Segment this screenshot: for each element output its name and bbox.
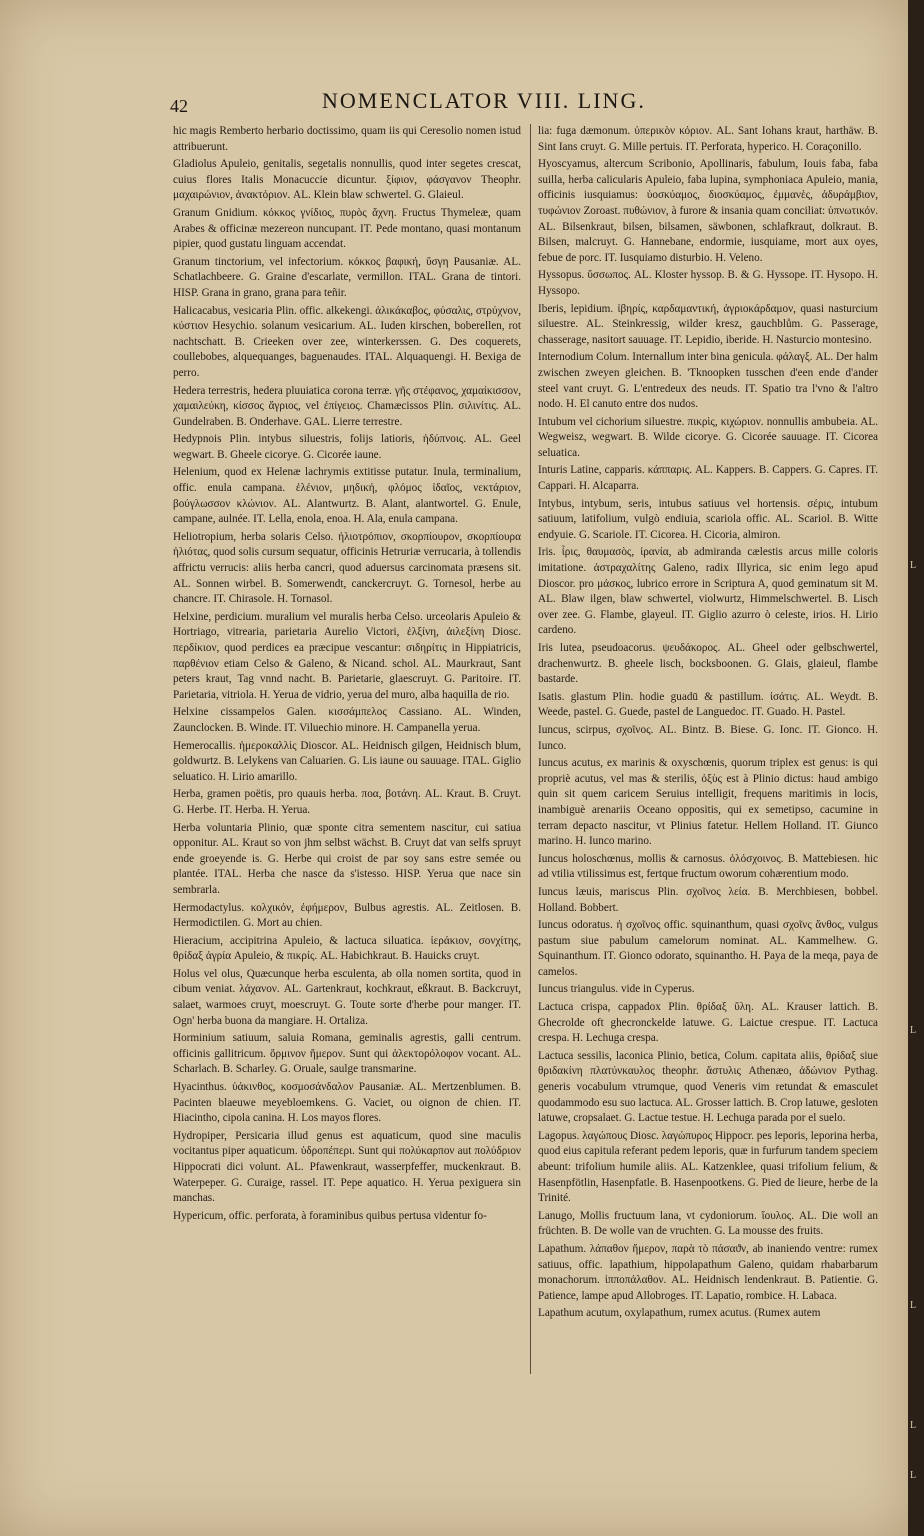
dictionary-entry: Hyssopus. ὕσσωπος. AL. Kloster hyssop. B. & G. Hyssope. IT. Hysopo. H. Hyssopo. [538,269,878,297]
dictionary-entry: hic magis Remberto herbario doctissimo, quam iis qui Ceresolio nomen istud attribuerunt. [173,125,521,153]
dictionary-entry: Iberis, lepidium. ἰβηρίς, καρδαμαντική, ἀγριοκάρδαμον, quasi nasturcium siluestre. AL. Steinkressig, wilder kresz, gauchblům. G. Passerage, chasserage, nasitort sauuage. IT. Lepidio, iberide. H. Nasturcio montesino. [538,302,878,346]
dictionary-entry: Heliotropium, herba solaris Celso. ἡλιοτρόπιον, σκορπίουρον, σκορπίουρα ἡλιότας, quod solis cursum sequatur, officinis Hetruriæ verrucaria, à tollendis affrictu verrucis: aliis herba cancri, quod aduersus carcinomata præsens sit. AL. Sonnen wirbel. B. Somerwendt, canckercruyt. G. Tornesol, herbe au chancre. IT. Chirasole. H. Tornasol. [173,530,521,606]
dictionary-entry: Hedypnois Plin. intybus siluestris, folijs latioris, ἡδύπνοις. AL. Geel wegwart. B. Gheele cicorye. G. Cicorée iaune. [173,433,521,461]
dictionary-entry: Helxine cissampelos Galen. κισσάμπελος Cassiano. AL. Winden, Zaunclocken. B. Winde. IT. Viluechio minore. H. Campanella yerua. [173,706,521,734]
dictionary-entry: Lactuca sessilis, laconica Plinio, betica, Colum. capitata aliis, θρίδαξ siue θριδακίνη πλατύνκαυλος theophr. ἄστυλις Athenæo, ἀδώνιον Pythag. generis vocabulum vtrumque, quod Veneris vim retundat & emasculet quodammodo esu suo lactuca. AL. Grosser lattich. B. Crop latuwe, gesloten latuwe, cropsalaet. G. Lactue testue. H. Lechuga parada por el suelo. [538,1049,878,1125]
dictionary-entry: Lapathum acutum, oxylapathum, rumex acutus. (Rumex autem [538,1307,821,1320]
adjacent-page-letter: L [910,560,917,571]
page-number: 42 [170,96,188,116]
dictionary-entry: Hypericum, offic. perforata, à foraminibus quibus pertusa videntur fo- [173,1209,487,1222]
dictionary-entry: Iuncus odoratus. ἡ σχοῖνος offic. squinanthum, quasi σχοῖνς ἄνθος, vulgus pastum siue pabulum camelorum nominat. AL. Kammelhew. G. Squinanthum. IT. Gionco odorato, squinantho. H. Paya de la meqa, paya de camelos. [538,919,878,978]
dictionary-entry: Lagopus. λαγώπους Diosc. λαγώπυρος Hippocr. pes leporis, leporina herba, quod eius capitula referant pedem leporis, quæ in furfurum tandem speciem abeunt: trifolium humile aliis. AL. Katzenklee, quasi trifolium felium, & Hasenpfötlin, Hasenpfatle. B. Hasenpootkens. G. Pied de lieure, herbe de la Trinité. [538,1129,878,1205]
left-column [173,124,521,1226]
dictionary-entry: Iris. ἶρις, θαυμασὸς, ἰρανία, ab admiranda cælestis arcus mille coloris imitatione. ἀστραχαλίτης Galeno, radix Illyrica, sic enim lego apud Dioscor. pro μάσκος, lubrico errore in Scriptura A, quod geminatum sit M. AL. Blaw ilgen, blaw schwertel, violwurtz, Himmelschwertel. B. Lisch over zee. G. Flambe, glayeul. IT. Giglio azurro ò celeste, irios. H. Lirio cardeno. [538,546,878,637]
dictionary-entry: Iuncus læuis, mariscus Plin. σχοῖνος λεία. B. Merchbiesen, bobbel. Holland. Bobbert. [538,885,878,914]
column-divider [530,124,531,1374]
dictionary-entry: Herba voluntaria Plinio, quæ sponte citra sementem nascitur, cui satiua opponitur. AL. Kraut so von jhm selbst wächst. B. Cruyt dat van selfs spruyt ende groeyende is. G. Herbe qui croist de par soy sans estre semée ou plantée. ITAL. Herba che nasce da s'istesso. HISP. Yerua que nace sin sembrarla. [173,821,521,896]
dictionary-entry: Lactuca crispa, cappadox Plin. θρίδαξ ὕλη. AL. Krauser lattich. B. Ghecrolde oft ghecronckelde latuwe. G. Laictue crespue. IT. Lactuca crespa. H. Lechuga crespa. [538,1001,878,1045]
dictionary-entry: Holus vel olus, Quæcunque herba esculenta, ab olla nomen sortita, quod in cibum veniat. λάχανον. AL. Gartenkraut, kochkraut, eßkraut. B. Backcruyt, salaet, warmoes cruyt, moescruyt. G. Toute sorte d'herbe pour manger. IT. Ogn' herba buona da mangiare. H. Ortaliza. [173,967,521,1027]
dictionary-entry: Hermodactylus. κολχικόν, ἐφήμερον, Bulbus agrestis. AL. Zeitlosen. B. Hermodictilen. G. Mort au chien. [173,901,521,930]
dictionary-entry: Hemerocallis. ἡμεροκαλλὶς Dioscor. AL. Heidnisch gilgen, Heidnisch blum, goldwurtz. B. Lelykens van Caluarien. G. Lis iaune ou sauuage. ITAL. Giglio seluatico. H. Lirio amarillo. [173,739,522,783]
dictionary-entry: Granum tinctorium, vel infectorium. κόκκος βαφική, ὕσγη Pausaniæ. AL. Schatlachbeere. G. Graine d'escarlate, vermillon. ITAL. Grana de tintori. HISP. Grana in grano, grana para teñir. [173,255,521,299]
page-title: NOMENCLATOR VIII. LING. [322,88,646,113]
dictionary-entry: Iuncus holoschœnus, mollis & carnosus. ὁλόσχοινος. B. Mattebiesen. hic ad vtilia vtilissimus est, fertque fructum oworum cohærentium modo. [538,852,878,881]
dictionary-entry: Herba, gramen poëtis, pro quauis herba. ποα, βοτάνη. AL. Kraut. B. Cruyt. G. Herbe. IT. Herba. H. Yerua. [173,788,521,816]
dictionary-entry: Hyacinthus. ὑάκινθος, κοσμοσάνδαλον Pausaniæ. AL. Mertzenblumen. B. Pacinten blaeuwe meyebloemkens. G. Vaciet, ou oignon de chien. IT. Hiacintho, cipola canina. H. Los mayos flores. [173,1081,521,1125]
dictionary-entry: Hydropiper, Persicaria illud genus est aquaticum, quod sine maculis vocitantus piper aquaticum. ὑδροπέπερι. Sunt qui πολύκαρπον aut πολύδριον Hippocrati dici volunt. AL. Pfawenkraut, wasserpfeffer, muckenkraut. B. Waterpeper. G. Curaige, rassel. IT. Pepe aquatico. H. Yerua pexiguera sin manchas. [173,1129,521,1205]
dictionary-entry: Iuncus, scirpus, σχοῖνος. AL. Bintz. B. Biese. G. Ionc. IT. Gionco. H. Iunco. [538,723,878,752]
dictionary-entry: lia: fuga dæmonum. ὑπερικὸν κόριον. AL. Sant Iohans kraut, harthäw. B. Sint Ians cruyt. G. Mille pertuis. IT. Perforata, hyperico. H. Coraçonillo. [538,125,878,153]
dictionary-entry: Helenium, quod ex Helenæ lachrymis extitisse putatur. Inula, terminalium, offic. enula campana. ἑλένιον, μηδική, φλόμος ἰδαῖος, νεκτάριον, βούγλωσσον κλώνιον. AL. Alantwurtz. B. Alant, alantwortel. G. Enule, campane, aulnée. IT. Lella, enola, enoa. H. Ala, enula campana. [173,466,521,526]
dictionary-entry: Intubum vel cichorium siluestre. πικρὶς, κιχώριον. nonnullis ambubeia. AL. Wegweisz, wegwart. B. Wilde cicorye. G. Cicorée sauuage. IT. Cicorea seluatica. [538,415,878,459]
right-column [538,124,878,1324]
dictionary-entry: Inturis Latine, capparis. κάππαρις. AL. Kappers. B. Cappers. G. Capres. IT. Cappari. H. Alcaparra. [538,464,878,493]
dictionary-entry: Hyoscyamus, altercum Scribonio, Apollinaris, fabulum, Iouis faba, faba suilla, herba calicularis Apuleio, faba lupina, symphoniaca Apuleio, mania, officinis iusquiamus: ὑοσκύαμος, διοσκύαμος, ἐμμανὲς, ἀδυράμβιον, τυφώνιον Zoroast. πυθώνιον, à furore & insania quam conciliat: ὑπνωτικόν. AL. Bilsenkraut, bilsen, bilsamen, säwbonen, schlafkraut, dolkraut. B. Bilsen, malcruyt. G. Hannebane, endormie, iusquiame, mort aux oyes, febue de porc. IT. Iusquiamo disturbio. H. Veleno. [538,158,878,264]
dictionary-entry: Iuncus acutus, ex marinis & oxyschœnis, quorum triplex est genus: is qui propriè acutus, vel mas & sterilis, ὀξὺς est à Plinio dictus: haud ambigo quin sit quem caricem Seruius intelligit, frequens maritimis in locis, inambiguè arenariis Oceano oppositis, qui ex semetipso, cacumine in terram depacto nascitur, vt Plinius fatetur. Hellem Holland. IT. Giunco marino. H. Iunco marino. [538,757,878,848]
dictionary-entry: Hedera terrestris, hedera pluuiatica corona terræ. γῆς στέφανος, χαμαίκισσον, χαμαιλεύκη, κίσσος ἄγριος, vel ἐπίγειος. Chamæcissos Plin. σιλινίτις. AL. Gundelraben. B. Onderhave. GAL. Lierre terrestre. [173,384,521,428]
dictionary-entry: Iuncus triangulus. vide in Cyperus. [538,983,695,996]
adjacent-page-letter: L [910,1420,917,1431]
dictionary-entry: Helxine, perdicium. muralium vel muralis herba Celso. urceolaris Apuleio & Hortriago, vitrearia, parietaria Aurelio Victori, ἑλξίνη, ἀιλεξίνη Diosc. περδίκιον, quod perdices ea præcipue vescantur: σιδηρίτις in Hippiatricis, παρθένιον etiam Celso & Galeno, & Nicand. schol. AL. Maurkraut, Sant peters kraut, Tag vnnd nacht. B. Parietarie, glaescruyt. G. Paritoire. IT. Parietaria, vitriola. H. Yerua de vidrio, yerua del muro, alba haquilla de rio. [173,610,521,701]
adjacent-page-letter: L [910,1470,917,1481]
dictionary-entry: Hieracium, accipitrina Apuleio, & lactuca siluatica. ἱεράκιον, σονχίτης, θρίδαξ ἀγρία Apuleio, & πικρίς. AL. Habichkraut. B. Hauicks cruyt. [173,934,521,963]
dictionary-entry: Lapathum. λάπαθον ἥμερον, παρὰ τὸ πάσαϑν, ab inaniendo ventre: rumex satiuus, offic. lapathium, hippolapathum Galeno, quidam rhabarbarum monachorum. ἱπποπάλαθον. AL. Heidnisch lendenkraut. B. Patientie. G. Patience, lampe apud Allobroges. IT. Lapatio, rombice. H. Labaca. [538,1242,878,1302]
dictionary-entry: Internodium Colum. Internallum inter bina genicula. φάλαγξ. AL. Der halm zwischen zweyen gleichen. B. 'Tknoopken tusschen d'een ende d'ander steel vant cruyt. G. L'entredeux des neuds. IT. Spatio tra l'vno & l'altro nodo. H. El canuto entre dos nudos. [538,351,878,411]
dictionary-entry: Lanugo, Mollis fructuum lana, vt cydoniorum. ἴουλος. AL. Die woll an früchten. B. De wolle van de vruchten. G. La mousse des fruits. [538,1209,878,1238]
dictionary-entry: Iris lutea, pseudoacorus. ψευδάκορος. AL. Gheel oder gelbschwertel, drachenwurtz. B. gheele lisch, bocksboonen. G. Glais, glaieul, flambe bastarde. [538,642,878,686]
dictionary-entry: Horminium satiuum, saluia Romana, geminalis agrestis, galli centrum. officinis gallitricum. ὅρμινον ἥμερον. Sunt qui ἀλεκτορόλοφον vocant. AL. Scharlach. B. Scharley. G. Oruale, saulge transmarine. [173,1032,521,1076]
running-header [172,88,912,114]
dictionary-entry: Halicacabus, vesicaria Plin. offic. alkekengi. ἁλικάκαβος, φύσαλις, στρύχνον, κύστιον Hesychio. solanum vesicarium. AL. Iuden kirschen, boberellen, rot nachtschatt. B. Crieeken over zee, winterkerssen. G. Des coquerets, coullebobes, alquequanges, baguenaudes. ITAL. Alquaquengi. H. Bexiga de perro. [173,304,521,379]
adjacent-page-letter: L [910,1025,917,1036]
adjacent-page-letter: L [910,1300,917,1311]
dictionary-entry: Gladiolus Apuleio, genitalis, segetalis nonnullis, quod inter segetes crescat, cuius flores Italis Monacuccie dicuntur. ξίφιον, φάσγανον Theophr. μαχαιρώνιον, ἀνακτόριον. AL. Klein blaw schwertel. G. Glaieul. [173,158,521,202]
dictionary-entry: Granum Gnidium. κόκκος γνίδιος, πυρὸς ἄχνη. Fructus Thymeleæ, quam Arabes & officinæ mezereon nuncupant. IT. Pede montano, quasi montanum pipier, quod gustatu linguam accendat. [173,206,521,251]
dictionary-entry: Intybus, intybum, seris, intubus satiuus vel hortensis. σέρις, intubum satiuum, latifolium, vulgò endiuia, scariola offic. AL. Scariol. B. Witte endyuie. G. Scariole. IT. Cicorea. H. Cicoria, almiron. [538,497,878,541]
dictionary-entry: Isatis. glastum Plin. hodie guadū & pastillum. ἰσάτις. AL. Weydt. B. Weede, pastel. G. Guede, pastel de Languedoc. IT. Guado. H. Pastel. [538,690,878,719]
